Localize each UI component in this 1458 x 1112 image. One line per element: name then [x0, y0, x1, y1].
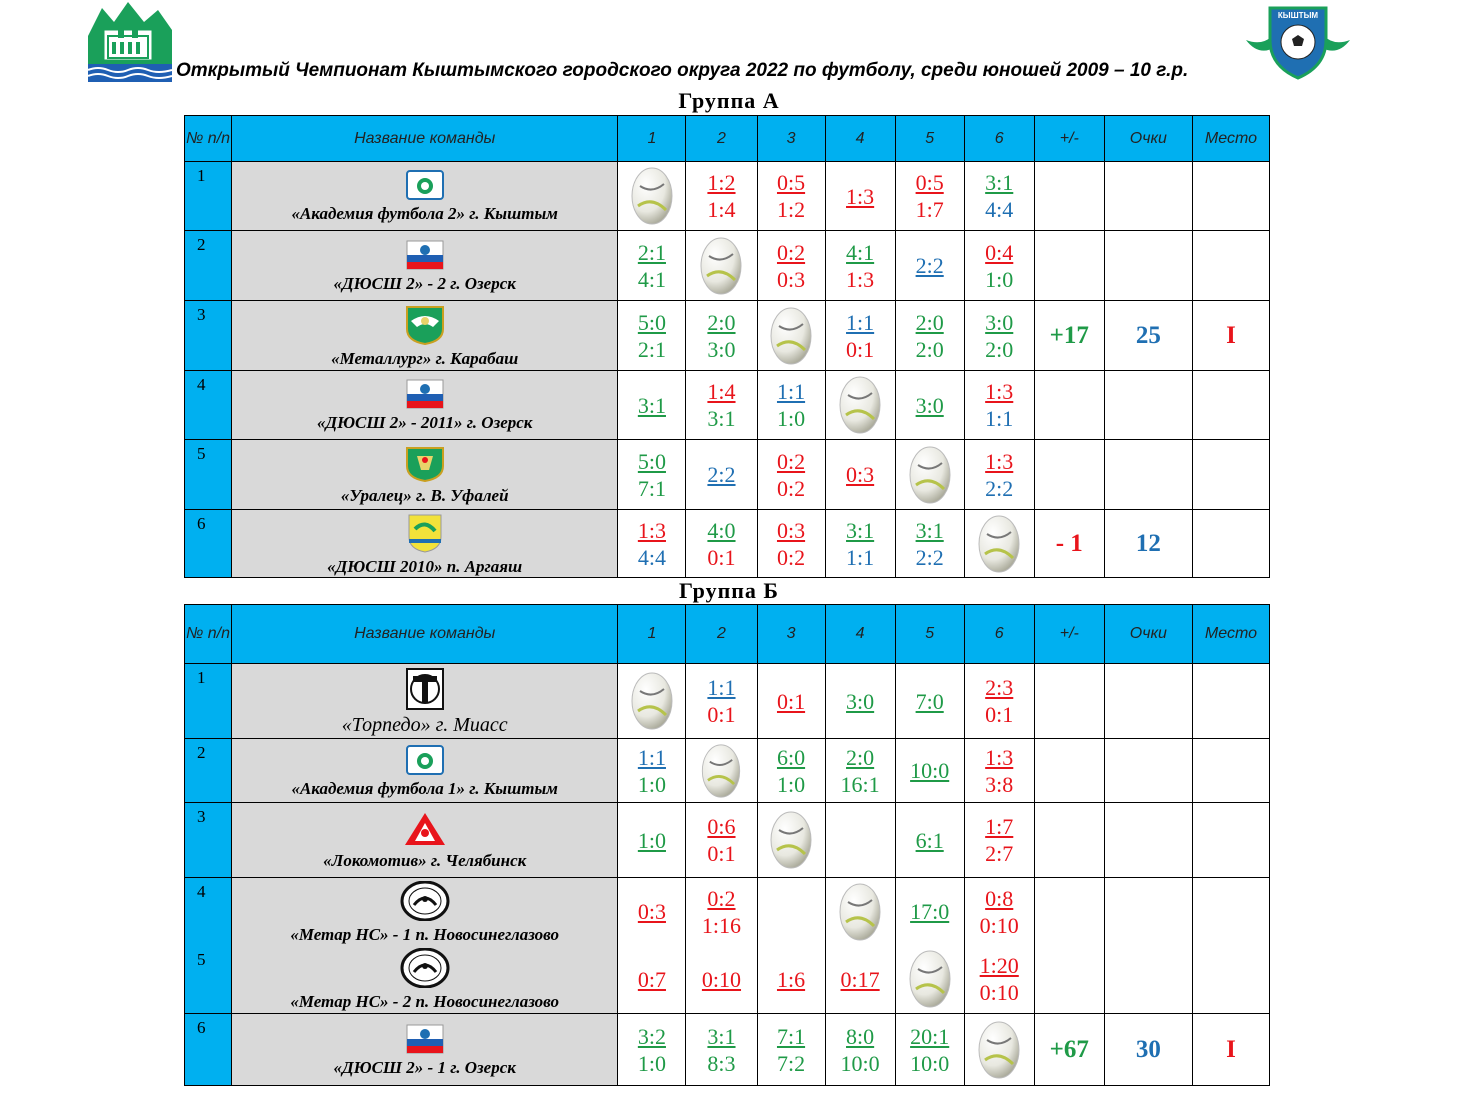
- ball-icon: [908, 949, 952, 1009]
- points-cell: [1104, 664, 1192, 739]
- team-logo-icon: [403, 668, 447, 710]
- ball-icon: [699, 236, 743, 296]
- diff-cell: [1034, 371, 1104, 440]
- row-number: 3: [185, 301, 232, 371]
- score-cell: 0:1: [757, 664, 825, 739]
- score-cell: 1:20 0:10: [964, 946, 1034, 1014]
- score-cell: 3:1 4:4: [964, 162, 1034, 231]
- place-cell: [1192, 803, 1269, 878]
- score-cell: 1:1 1:0: [757, 371, 825, 440]
- col-3-header: 3: [757, 116, 825, 162]
- page-title: Открытый Чемпионат Кыштымского городского округа 2022 по футболу, среди юношей 2009 – 10 г.р.: [176, 60, 1189, 81]
- score-cell: 1:6: [757, 946, 825, 1014]
- place-cell: [1192, 510, 1269, 578]
- team-name: «ДЮСШ 2010» п. Аргаяш: [327, 556, 523, 576]
- col-place-header: Место: [1192, 116, 1269, 162]
- row-number: 5: [185, 946, 232, 1014]
- score-cell: 1:0: [618, 803, 686, 878]
- diff-cell: [1034, 162, 1104, 231]
- diff-cell: +17: [1034, 301, 1104, 371]
- place-cell: [1192, 440, 1269, 510]
- table-row: [185, 162, 1270, 231]
- col-2-header: 2: [686, 116, 757, 162]
- table-row: [185, 739, 1270, 803]
- group-b-title: Группа Б: [679, 578, 779, 603]
- score-cell: [757, 878, 825, 946]
- ball-icon: [908, 445, 952, 505]
- team-name: «Локомотив» г. Челябинск: [323, 851, 527, 870]
- score-cell: 0:2 0:3: [757, 231, 825, 301]
- score-cell: 7:0: [895, 664, 964, 739]
- team-logo-icon: [400, 881, 450, 921]
- col-points-header: Очки: [1104, 605, 1192, 664]
- row-number: 6: [185, 1014, 232, 1086]
- col-6-header: 6: [964, 116, 1034, 162]
- col-team-header: Название команды: [232, 605, 618, 664]
- group-b-table: [184, 604, 1270, 1086]
- score-cell: 1:3: [825, 162, 895, 231]
- row-number: 1: [185, 664, 232, 739]
- team-name: «Метар НС» - 1 п. Новосинеглазово: [290, 924, 560, 944]
- row-number: 2: [185, 739, 232, 803]
- table-row: [185, 371, 1270, 440]
- ball-cell: [686, 231, 757, 301]
- team-logo-icon: [403, 240, 447, 270]
- team-logo-icon: [400, 948, 450, 988]
- col-5-header: 5: [895, 116, 964, 162]
- team-cell: [232, 803, 618, 878]
- table-row: [185, 301, 1270, 371]
- score-cell: 3:1 1:1: [825, 510, 895, 578]
- diff-cell: +67: [1034, 1014, 1104, 1086]
- table-row: [185, 878, 1270, 946]
- team-logo-icon: [403, 446, 447, 482]
- score-cell: 0:2 1:16: [686, 878, 757, 946]
- score-cell: 0:4 1:0: [964, 231, 1034, 301]
- score-cell: 1:7 2:7: [964, 803, 1034, 878]
- score-cell: 2:0 16:1: [825, 739, 895, 803]
- group-a-title: Группа А: [678, 88, 780, 113]
- score-cell: 1:2 1:4: [686, 162, 757, 231]
- city-emblem-logo: [88, 0, 172, 82]
- table-row: [185, 946, 1270, 1014]
- place-cell: [1192, 878, 1269, 946]
- group-b-header-row: [185, 605, 1270, 664]
- score-cell: 7:1 7:2: [757, 1014, 825, 1086]
- team-logo-icon: [403, 745, 447, 775]
- diff-cell: - 1: [1034, 510, 1104, 578]
- score-cell: 0:10: [686, 946, 757, 1014]
- place-cell: [1192, 946, 1269, 1014]
- row-number: 3: [185, 803, 232, 878]
- team-cell: [232, 946, 618, 1014]
- group-a-header-row: [185, 116, 1270, 162]
- score-cell: 1:4 3:1: [686, 371, 757, 440]
- score-cell: 2:3 0:1: [964, 664, 1034, 739]
- points-cell: [1104, 946, 1192, 1014]
- score-cell: 0:7: [618, 946, 686, 1014]
- col-4-header: 4: [825, 116, 895, 162]
- team-cell: [232, 440, 618, 510]
- ball-cell: [964, 510, 1034, 578]
- ball-icon: [769, 306, 813, 366]
- points-cell: [1104, 231, 1192, 301]
- row-number: 4: [185, 371, 232, 440]
- team-name: «ДЮСШ 2» - 2011» г. Озерск: [316, 413, 533, 432]
- ball-icon: [838, 375, 882, 435]
- team-cell: [232, 878, 618, 946]
- table-row: [185, 231, 1270, 301]
- score-cell: 1:3 2:2: [964, 440, 1034, 510]
- score-cell: 0:3: [825, 440, 895, 510]
- score-cell: 2:2: [895, 231, 964, 301]
- ball-cell: [895, 946, 964, 1014]
- score-cell: 0:5 1:2: [757, 162, 825, 231]
- team-cell: [232, 231, 618, 301]
- score-cell: 3:0: [825, 664, 895, 739]
- place-cell: I: [1192, 301, 1269, 371]
- col-5-header: 5: [895, 605, 964, 664]
- team-name: «Академия футбола 1» г. Кыштым: [291, 778, 558, 798]
- ball-cell: [618, 162, 686, 231]
- place-cell: [1192, 739, 1269, 803]
- team-logo-icon: [403, 513, 447, 553]
- diff-cell: [1034, 664, 1104, 739]
- score-cell: 1:3 4:4: [618, 510, 686, 578]
- points-cell: [1104, 162, 1192, 231]
- place-cell: [1192, 162, 1269, 231]
- ball-icon: [977, 514, 1021, 574]
- col-team-header: Название команды: [232, 116, 618, 162]
- ball-icon: [630, 166, 674, 226]
- team-cell: [232, 1014, 618, 1086]
- points-cell: 25: [1104, 301, 1192, 371]
- points-cell: 12: [1104, 510, 1192, 578]
- team-logo-icon: [403, 305, 447, 345]
- score-cell: 3:1 8:3: [686, 1014, 757, 1086]
- score-cell: [825, 803, 895, 878]
- score-cell: 0:3: [618, 878, 686, 946]
- col-4-header: 4: [825, 605, 895, 664]
- score-cell: 0:6 0:1: [686, 803, 757, 878]
- team-name: «ДЮСШ 2» - 1 г. Озерск: [333, 1057, 516, 1077]
- ball-icon: [630, 671, 674, 731]
- table-row: [185, 440, 1270, 510]
- col-num-header: № n/n: [185, 605, 232, 664]
- score-cell: 1:3 1:1: [964, 371, 1034, 440]
- ball-cell: [895, 440, 964, 510]
- table-row: [185, 510, 1270, 578]
- points-cell: [1104, 803, 1192, 878]
- ball-cell: [757, 803, 825, 878]
- score-cell: 0:17: [825, 946, 895, 1014]
- score-cell: 2:0 2:0: [895, 301, 964, 371]
- score-cell: 2:1 4:1: [618, 231, 686, 301]
- diff-cell: [1034, 803, 1104, 878]
- team-logo-icon: [403, 170, 447, 200]
- ball-cell: [825, 371, 895, 440]
- score-cell: 8:0 10:0: [825, 1014, 895, 1086]
- team-name: «Уралец» г. В. Уфалей: [340, 485, 509, 505]
- ball-cell: [618, 664, 686, 739]
- ball-icon: [977, 1020, 1021, 1080]
- score-cell: 10:0: [895, 739, 964, 803]
- team-cell: [232, 664, 618, 739]
- score-cell: 3:1 2:2: [895, 510, 964, 578]
- diff-cell: [1034, 946, 1104, 1014]
- diff-cell: [1034, 231, 1104, 301]
- team-name: «ДЮСШ 2» - 2 г. Озерск: [333, 273, 516, 293]
- team-logo-icon: [403, 1024, 447, 1054]
- score-cell: 0:2 0:2: [757, 440, 825, 510]
- table-row: [185, 1014, 1270, 1086]
- place-cell: [1192, 664, 1269, 739]
- team-cell: [232, 301, 618, 371]
- team-cell: [232, 162, 618, 231]
- team-logo-icon: [403, 379, 447, 409]
- col-1-header: 1: [618, 116, 686, 162]
- score-cell: 0:8 0:10: [964, 878, 1034, 946]
- team-name: «Металлург» г. Карабаш: [331, 348, 519, 368]
- team-name: «Академия футбола 2» г. Кыштым: [291, 204, 558, 223]
- score-cell: 20:1 10:0: [895, 1014, 964, 1086]
- score-cell: 5:0 7:1: [618, 440, 686, 510]
- table-row: [185, 664, 1270, 739]
- diff-cell: [1034, 739, 1104, 803]
- ball-cell: [757, 301, 825, 371]
- score-cell: 5:0 2:1: [618, 301, 686, 371]
- diff-cell: [1034, 878, 1104, 946]
- score-cell: 1:1 1:0: [618, 739, 686, 803]
- points-cell: [1104, 878, 1192, 946]
- ball-icon: [838, 882, 882, 942]
- team-name: «Метар НС» - 2 п. Новосинеглазово: [290, 992, 560, 1012]
- ball-icon: [699, 743, 743, 799]
- group-a-table: [184, 115, 1270, 578]
- score-cell: 2:0 3:0: [686, 301, 757, 371]
- row-number: 6: [185, 510, 232, 578]
- academy-logo-text: КЫШТЫМ: [1277, 11, 1319, 20]
- score-cell: 1:1 0:1: [686, 664, 757, 739]
- score-cell: 1:3 3:8: [964, 739, 1034, 803]
- ball-cell: [825, 878, 895, 946]
- row-number: 5: [185, 440, 232, 510]
- row-number: 2: [185, 231, 232, 301]
- team-logo-icon: [403, 811, 447, 847]
- place-cell: [1192, 231, 1269, 301]
- points-cell: [1104, 739, 1192, 803]
- score-cell: 17:0: [895, 878, 964, 946]
- col-diff-header: +/-: [1034, 116, 1104, 162]
- score-cell: 6:1: [895, 803, 964, 878]
- col-2-header: 2: [686, 605, 757, 664]
- team-cell: [232, 510, 618, 578]
- col-1-header: 1: [618, 605, 686, 664]
- team-cell: [232, 739, 618, 803]
- col-6-header: 6: [964, 605, 1034, 664]
- col-diff-header: +/-: [1034, 605, 1104, 664]
- score-cell: 3:0: [895, 371, 964, 440]
- points-cell: [1104, 440, 1192, 510]
- points-cell: [1104, 371, 1192, 440]
- score-cell: 1:1 0:1: [825, 301, 895, 371]
- table-row: [185, 803, 1270, 878]
- col-points-header: Очки: [1104, 116, 1192, 162]
- col-place-header: Место: [1192, 605, 1269, 664]
- score-cell: 6:0 1:0: [757, 739, 825, 803]
- points-cell: 30: [1104, 1014, 1192, 1086]
- team-cell: [232, 371, 618, 440]
- score-cell: 4:1 1:3: [825, 231, 895, 301]
- col-3-header: 3: [757, 605, 825, 664]
- score-cell: 3:0 2:0: [964, 301, 1034, 371]
- row-number: 4: [185, 878, 232, 946]
- team-name: «Торпедо» г. Миасс: [341, 713, 508, 736]
- col-num-header: № n/n: [185, 116, 232, 162]
- score-cell: 0:3 0:2: [757, 510, 825, 578]
- ball-icon: [769, 810, 813, 870]
- place-cell: I: [1192, 1014, 1269, 1086]
- score-cell: 2:2: [686, 440, 757, 510]
- place-cell: [1192, 371, 1269, 440]
- diff-cell: [1034, 440, 1104, 510]
- score-cell: 0:5 1:7: [895, 162, 964, 231]
- score-cell: 4:0 0:1: [686, 510, 757, 578]
- ball-cell: [964, 1014, 1034, 1086]
- row-number: 1: [185, 162, 232, 231]
- score-cell: 3:1: [618, 371, 686, 440]
- ball-cell: [686, 739, 757, 803]
- score-cell: 3:2 1:0: [618, 1014, 686, 1086]
